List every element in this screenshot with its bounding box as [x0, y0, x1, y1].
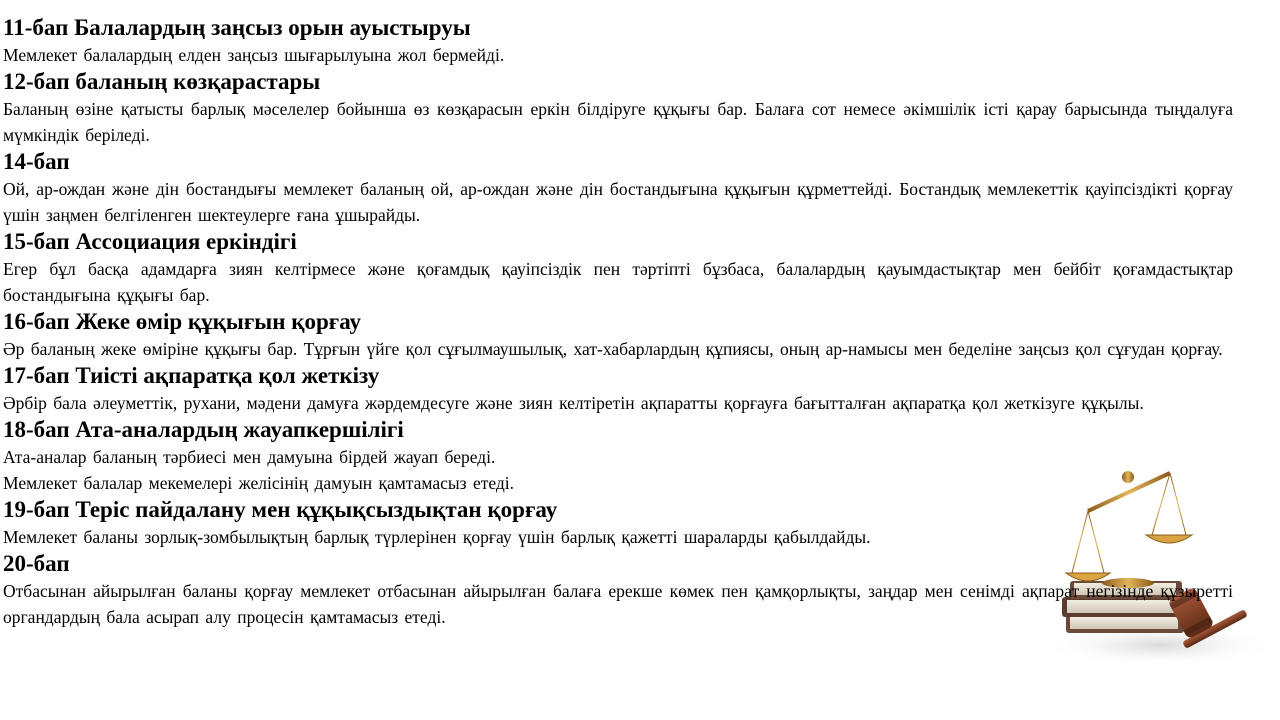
article-18	[3, 416, 1233, 496]
article-15	[3, 228, 1233, 308]
article-text: Мемлекет балалар мекемелері желісінің дамуын қамтамасыз етеді.	[3, 473, 515, 493]
article-heading: 12-бап баланың көзқарастары	[3, 69, 321, 94]
article-text: Ата-аналар баланың тәрбиесі мен дамуына бірдей жауап береді.	[3, 447, 496, 467]
article-heading: 17-бап Тиісті ақпаратқа қол жеткізу	[3, 363, 380, 388]
article-14	[3, 148, 1233, 228]
article-12	[3, 68, 1233, 148]
article-heading: 15-бап Ассоциация еркіндігі	[3, 229, 297, 254]
article-heading: 16-бап Жеке өмір құқығын қорғау	[3, 309, 362, 334]
article-text: Ой, ар-ождан және дін бостандығы мемлекет баланың ой, ар-ождан және дін бостандығына құқығын құрметтейді. Бостандық мемлекеттік қауіпсіздікті қорғау үшін заңмен белгіленген шектеулерге ғана ұшырайды.	[3, 179, 1233, 225]
article-20	[3, 550, 1233, 630]
article-text: Мемлекет баланы зорлық-зомбылықтың барлық түрлерінен қорғау үшін барлық қажетті шараларды қабылдайды.	[3, 527, 871, 547]
article-heading: 11-бап Балалардың заңсыз орын ауыстыруы	[3, 15, 471, 40]
article-heading: 18-бап Ата-аналардың жауапкершілігі	[3, 417, 404, 442]
article-11	[3, 14, 1233, 68]
article-text: Баланың өзіне қатысты барлық мәселелер бойынша өз көзқарасын еркін білдіруге құқығы бар. Балаға сот немесе әкімшілік істі қарау барысында тыңдалуға мүмкіндік беріледі.	[3, 99, 1233, 145]
article-19	[3, 496, 1233, 550]
article-heading: 20-бап	[3, 551, 70, 576]
article-16	[3, 308, 1233, 362]
article-17	[3, 362, 1233, 416]
article-text: Отбасынан айырылған баланы қорғау мемлекет отбасынан айырылған балаға ерекше көмек пен қамқорлықты, заңдар мен сенімді ақпарат негізінде құзыретті органдардың бала асырап алу процесін қамтамасыз етеді.	[3, 581, 1233, 627]
article-text: Әр баланың жеке өміріне құқығы бар. Тұрғын үйге қол сұғылмаушылық, хат-хабарлардың құпиясы, оның ар-намысы мен беделіне заңсыз қол сұғудан қорғау.	[3, 339, 1223, 359]
article-text: Мемлекет балалардың елден заңсыз шығарылуына жол бермейді.	[3, 45, 505, 65]
article-heading: 14-бап	[3, 149, 70, 174]
document-body	[3, 14, 1233, 630]
article-text: Әрбір бала әлеуметтік, рухани, мәдени дамуға жәрдемдесуге және зиян келтіретін ақпаратты қорғауға бағытталған ақпаратқа қол жеткізуге құқылы.	[3, 393, 1144, 413]
article-text: Егер бұл басқа адамдарға зиян келтірмесе және қоғамдық қауіпсіздік пен тәртіпті бұзбаса, балалардың қауымдастықтар мен бейбіт қоғамдастықтар бостандығына құқығы бар.	[3, 259, 1233, 305]
article-heading: 19-бап Теріс пайдалану мен құқықсыздықтан қорғау	[3, 497, 558, 522]
